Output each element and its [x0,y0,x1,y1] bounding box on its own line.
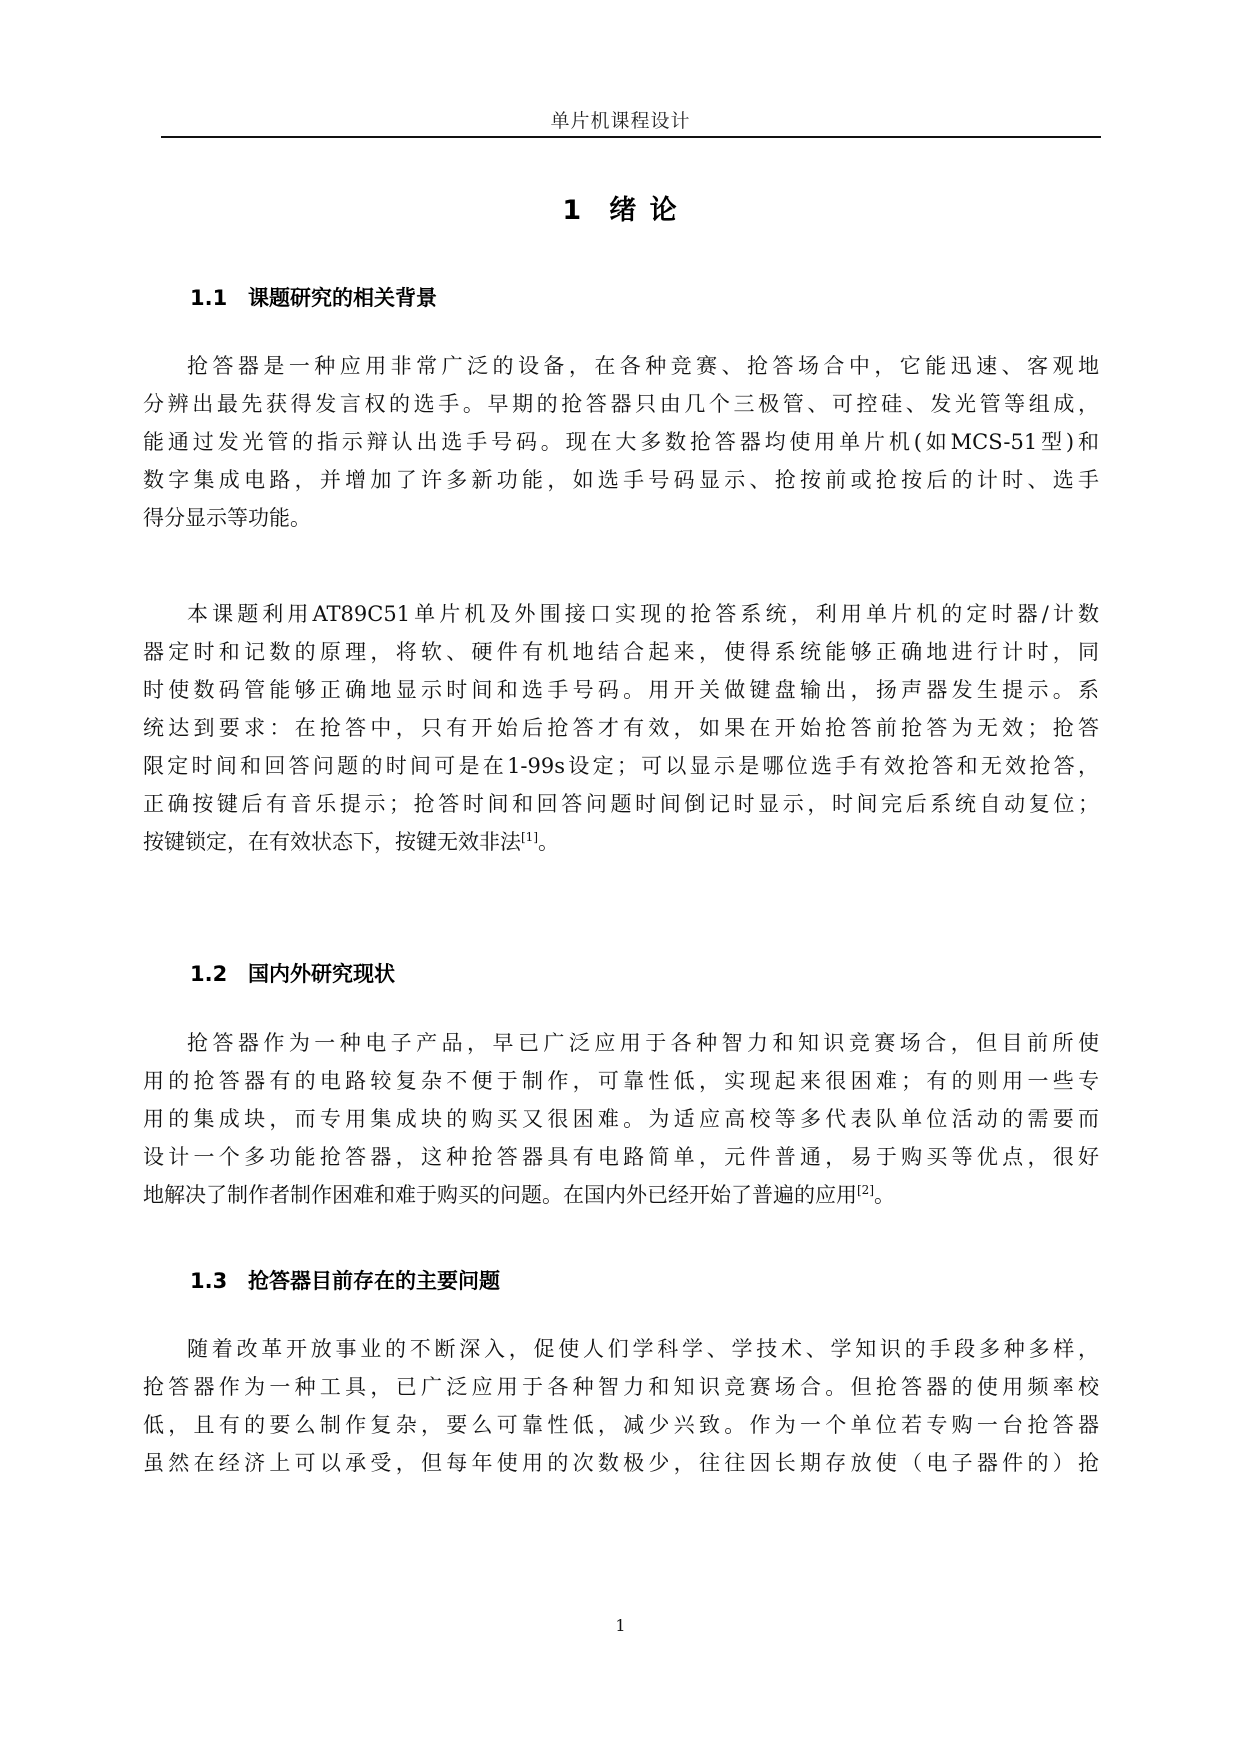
text-line: 分辨出最先获得发言权的选手。早期的抢答器只由几个三极管、可控硅、发光管等组成， [143,392,1099,416]
text-line [143,826,1099,864]
section-title: 课题研究的相关背景 [248,286,437,310]
text-line-body: 按键锁定，在有效状态下，按键无效非法 [143,830,521,854]
text-line: 用的抢答器有的电路较复杂不便于制作，可靠性低，实现起来很困难；有的则用一些专 [143,1069,1099,1093]
text-line: 数字集成电路，并增加了许多新功能，如选手号码显示、抢按前或抢按后的计时、选手 [143,468,1099,492]
section-number: 1.1 [190,286,228,310]
text-line: 能通过发光管的指示辩认出选手号码。现在大多数抢答器均使用单片机(如MCS-51型)和 [143,430,1099,454]
text-line: 时使数码管能够正确地显示时间和选手号码。用开关做键盘输出，扬声器发生提示。系 [143,678,1099,702]
paragraph-1-3 [143,1333,1099,1485]
section-title: 抢答器目前存在的主要问题 [248,1269,500,1293]
paragraph-1-2 [143,1027,1099,1217]
chapter-title-text: 绪 论 [609,195,679,226]
paragraph-1-1-a [143,350,1099,540]
chapter-number: 1 [562,195,584,226]
paragraph-1-1-b [143,598,1099,864]
text-line: 正确按键后有音乐提示；抢答时间和回答问题时间倒记时显示，时间完后系统自动复位； [143,792,1099,816]
text-line: 虽然在经济上可以承受，但每年使用的次数极少，往往因长期存放使（电子器件的）抢 [143,1451,1099,1475]
text-line: 统达到要求：在抢答中，只有开始后抢答才有效，如果在开始抢答前抢答为无效；抢答 [143,716,1099,740]
section-title: 国内外研究现状 [248,962,395,986]
running-header: 单片机课程设计 [550,110,691,132]
text-line: 限定时间和回答问题的时间可是在1-99s设定；可以显示是哪位选手有效抢答和无效抢答， [143,754,1099,778]
text-line: 抢答器作为一种电子产品，早已广泛应用于各种智力和知识竞赛场合，但目前所使 [187,1031,1099,1055]
text-line: 设计一个多功能抢答器，这种抢答器具有电路简单，元件普通，易于购买等优点，很好 [143,1145,1099,1169]
text-line: 低，且有的要么制作复杂，要么可靠性低，减少兴致。作为一个单位若专购一台抢答器 [143,1413,1099,1437]
citation-1: [1] [521,830,538,844]
citation-2: [2] [857,1183,874,1197]
text-line: 器定时和记数的原理，将软、硬件有机地结合起来，使得系统能够正确地进行计时，同 [143,640,1099,664]
header-rule [161,136,1101,138]
page-number: 1 [615,1616,626,1635]
chapter-title [0,188,1241,227]
section-heading-1-3 [190,1265,500,1295]
text-line [143,1179,1099,1217]
text-line: 得分显示等功能。 [143,506,311,530]
line-end: 。 [874,1183,895,1207]
text-line-body: 地解决了制作者制作困难和难于购买的问题。在国内外已经开始了普遍的应用 [143,1183,857,1207]
text-line: 抢答器作为一种工具，已广泛应用于各种智力和知识竞赛场合。但抢答器的使用频率校 [143,1375,1099,1399]
text-line: 本课题利用AT89C51单片机及外围接口实现的抢答系统，利用单片机的定时器/计数 [187,602,1099,626]
text-line: 用的集成块，而专用集成块的购买又很困难。为适应高校等多代表队单位活动的需要而 [143,1107,1099,1131]
text-line: 随着改革开放事业的不断深入，促使人们学科学、学技术、学知识的手段多种多样， [187,1337,1099,1361]
section-number: 1.3 [190,1269,228,1293]
line-end: 。 [538,830,559,854]
section-number: 1.2 [190,962,228,986]
section-heading-1-1 [190,282,437,312]
section-heading-1-2 [190,958,395,988]
text-line: 抢答器是一种应用非常广泛的设备，在各种竞赛、抢答场合中，它能迅速、客观地 [187,354,1099,378]
